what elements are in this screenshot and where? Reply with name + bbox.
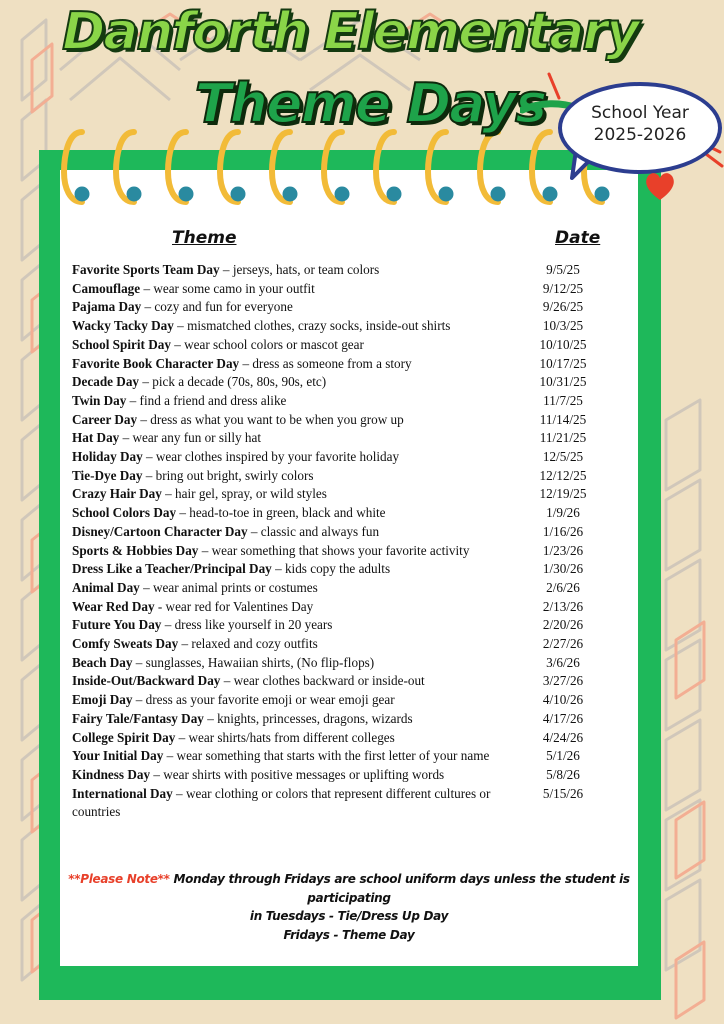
theme-description: wear shirts/hats from different colleges [188,729,395,745]
note-line-1 [60,870,638,907]
theme-date: 4/17/26 [542,710,584,726]
spiral-ring-4 [220,132,246,202]
theme-date: 11/7/25 [543,392,583,408]
theme-separator: - [154,598,166,614]
theme-name: Camouflage [72,280,141,296]
theme-separator: – [173,318,188,334]
theme-separator: – [161,617,175,633]
theme-row [72,635,612,654]
theme-row [72,448,612,467]
theme-date: 10/3/25 [542,318,584,334]
theme-row [72,654,612,673]
theme-separator: – [203,710,218,726]
theme-description: classic and always fun [260,523,380,539]
theme-separator: – [139,374,153,390]
theme-description: wear red for Valentines Day [165,598,314,614]
theme-date: 2/27/26 [542,636,584,652]
theme-name: Wear Red Day [72,598,155,614]
theme-description: wear animal prints or costumes [152,579,318,595]
theme-separator: – [178,636,192,652]
theme-row [72,467,612,486]
theme-name: Future You Day [72,617,162,633]
theme-row [72,542,612,561]
theme-name: School Spirit Day [72,336,171,352]
theme-date: 10/17/25 [539,355,587,371]
theme-row [72,317,612,336]
theme-name: Sports & Hobbies Day [72,542,199,558]
theme-date: 10/31/25 [539,374,587,390]
theme-separator: – [150,766,164,782]
theme-name: Pajama Day [72,299,142,315]
theme-description: dress as what you want to be when you grow up [150,411,404,427]
theme-date: 2/6/26 [546,579,580,595]
theme-name: College Spirit Day [72,729,176,745]
theme-row [72,373,612,392]
theme-separator: – [172,785,186,801]
theme-row [72,280,612,299]
theme-name: Favorite Book Character Day [72,355,240,371]
spiral-ring-9 [480,132,506,202]
theme-description: mismatched clothes, crazy socks, inside-out shirts [187,318,451,334]
theme-separator: – [137,411,151,427]
theme-description: wear any fun or silly hat [132,430,261,446]
theme-description: pick a decade (70s, 80s, 90s, etc) [152,374,327,390]
theme-separator: – [126,392,140,408]
theme-description: head-to-toe in green, black and white [189,505,386,521]
school-year-range: 2025-2026 [593,125,687,145]
theme-row [72,672,612,691]
theme-date: 5/8/26 [546,766,580,782]
spiral-ring-5 [272,132,298,202]
theme-description: relaxed and cozy outfits [191,636,318,652]
theme-date: 12/5/25 [542,449,584,465]
theme-name: Hat Day [72,430,120,446]
theme-row [72,392,612,411]
theme-date: 2/13/26 [542,598,584,614]
heart-icon [642,170,678,202]
theme-row [72,485,612,504]
theme-description: wear something that shows your favorite activity [211,542,470,558]
theme-list [72,261,612,822]
theme-row [72,785,612,822]
note-line-3: Fridays - Theme Day [283,927,415,942]
theme-description: knights, princesses, dragons, wizards [217,710,413,726]
theme-row [72,298,612,317]
theme-name: Tie-Dye Day [72,467,143,483]
theme-separator: – [239,355,253,371]
theme-separator: – [139,579,153,595]
theme-date: 5/15/26 [542,785,584,801]
theme-description: dress as someone from a story [252,355,412,371]
theme-description: hair gel, spray, or wild styles [175,486,327,502]
theme-description: dress like yourself in 20 years [174,617,333,633]
theme-row [72,729,612,748]
theme-row [72,523,612,542]
theme-row [72,411,612,430]
theme-row [72,598,612,617]
theme-date: 1/9/26 [546,505,580,521]
theme-separator: – [141,299,155,315]
theme-date: 9/12/25 [542,280,584,296]
theme-separator: – [247,523,261,539]
uniform-note [60,870,638,944]
title-line-2: Theme Days [194,72,546,135]
theme-description: find a friend and dress alike [139,392,287,408]
theme-date: 12/19/25 [539,486,587,502]
theme-date: 9/5/25 [546,262,580,277]
theme-description: wear clothes inspired by your favorite holiday [155,449,400,465]
theme-row [72,710,612,729]
theme-name: School Colors Day [72,505,177,521]
theme-description: dress as your favorite emoji or wear emoji gear [145,692,395,708]
theme-date: 3/6/26 [546,654,580,670]
spiral-ring-10 [532,132,558,202]
theme-name: International Day [72,785,173,801]
school-year-label: School Year [591,103,689,123]
theme-separator: – [142,467,156,483]
theme-description: wear shirts with positive messages or uplifting words [163,766,445,782]
theme-separator: – [142,449,156,465]
note-text: Monday through Fridays are school uniform days unless the student is participating [169,872,630,905]
spiral-ring-2 [116,132,142,202]
theme-description: cozy and fun for everyone [154,299,293,315]
theme-row [72,504,612,523]
spark-icon [545,72,569,102]
theme-name: Holiday Day [72,449,143,465]
theme-date: 2/20/26 [542,617,584,633]
theme-name: Animal Day [72,579,140,595]
theme-date: 11/14/25 [539,411,587,427]
theme-separator: – [140,280,154,296]
theme-name: Wacky Tacky Day [72,318,174,334]
school-year-bubble [558,82,722,174]
theme-name: Career Day [72,411,138,427]
theme-date: 10/10/25 [539,336,587,352]
theme-row [72,261,612,280]
theme-row [72,747,612,766]
theme-name: Kindness Day [72,766,151,782]
spiral-ring-3 [168,132,194,202]
theme-name: Your Initial Day [72,748,164,764]
theme-row [72,429,612,448]
theme-date: 4/10/26 [542,692,584,708]
theme-separator: – [220,673,234,689]
theme-date: 5/1/26 [546,748,580,764]
spiral-ring-7 [376,132,402,202]
theme-date: 1/30/26 [542,561,584,577]
spiral-ring-8 [428,132,454,202]
theme-name: Comfy Sweats Day [72,636,179,652]
theme-separator: – [219,262,233,277]
theme-description: wear some camo in your outfit [153,280,315,296]
theme-description: kids copy the adults [284,561,391,577]
theme-separator: – [163,748,177,764]
theme-separator: – [119,430,133,446]
theme-date: 11/21/25 [539,430,587,446]
theme-date: 4/24/26 [542,729,584,745]
theme-description: wear school colors or mascot gear [184,336,364,352]
theme-description: wear clothes backward or inside-out [233,673,425,689]
theme-row [72,691,612,710]
spiral-ring-6 [324,132,350,202]
theme-name: Fairy Tale/Fantasy Day [72,710,204,726]
theme-name: Dress Like a Teacher/Principal Day [72,561,272,577]
date-column-header: Date [555,228,601,248]
theme-row [72,336,612,355]
theme-description: jerseys, hats, or team colors [232,262,380,277]
theme-date: 12/12/25 [539,467,587,483]
theme-name: Disney/Cartoon Character Day [72,523,248,539]
theme-name: Twin Day [72,392,127,408]
theme-row [72,579,612,598]
theme-name: Favorite Sports Team Day [72,262,220,277]
title-line-1: Danforth Elementary [62,2,638,62]
theme-name: Emoji Day [72,692,133,708]
theme-name: Decade Day [72,374,140,390]
theme-separator: – [175,729,189,745]
theme-name: Inside-Out/Backward Day [72,673,221,689]
theme-date: 3/27/26 [542,673,584,689]
theme-separator: – [161,486,176,502]
theme-description: sunglasses, Hawaiian shirts, (No flip-flops) [145,654,375,670]
theme-row [72,560,612,579]
theme-separator: – [198,542,212,558]
theme-description: wear clothing or colors that represent different cultures or countries [72,785,491,820]
theme-separator: – [132,692,146,708]
theme-name: Crazy Hair Day [72,486,162,502]
theme-description: bring out bright, swirly colors [155,467,314,483]
theme-separator: – [170,336,185,352]
note-line-2: in Tuesdays - Tie/Dress Up Day [249,909,449,923]
spiral-ring-1 [64,132,90,202]
theme-column-header: Theme [172,228,237,248]
theme-separator: – [132,654,146,670]
theme-row [72,616,612,635]
theme-separator: – [176,505,190,521]
theme-row [72,766,612,785]
theme-date: 9/26/25 [542,299,584,315]
theme-name: Beach Day [72,654,133,670]
theme-date: 1/23/26 [542,542,584,558]
theme-row [72,355,612,374]
theme-description: wear something that starts with the first letter of your name [176,748,490,764]
theme-separator: – [271,561,285,577]
theme-date: 1/16/26 [542,523,584,539]
note-label: **Please Note** [68,872,170,886]
